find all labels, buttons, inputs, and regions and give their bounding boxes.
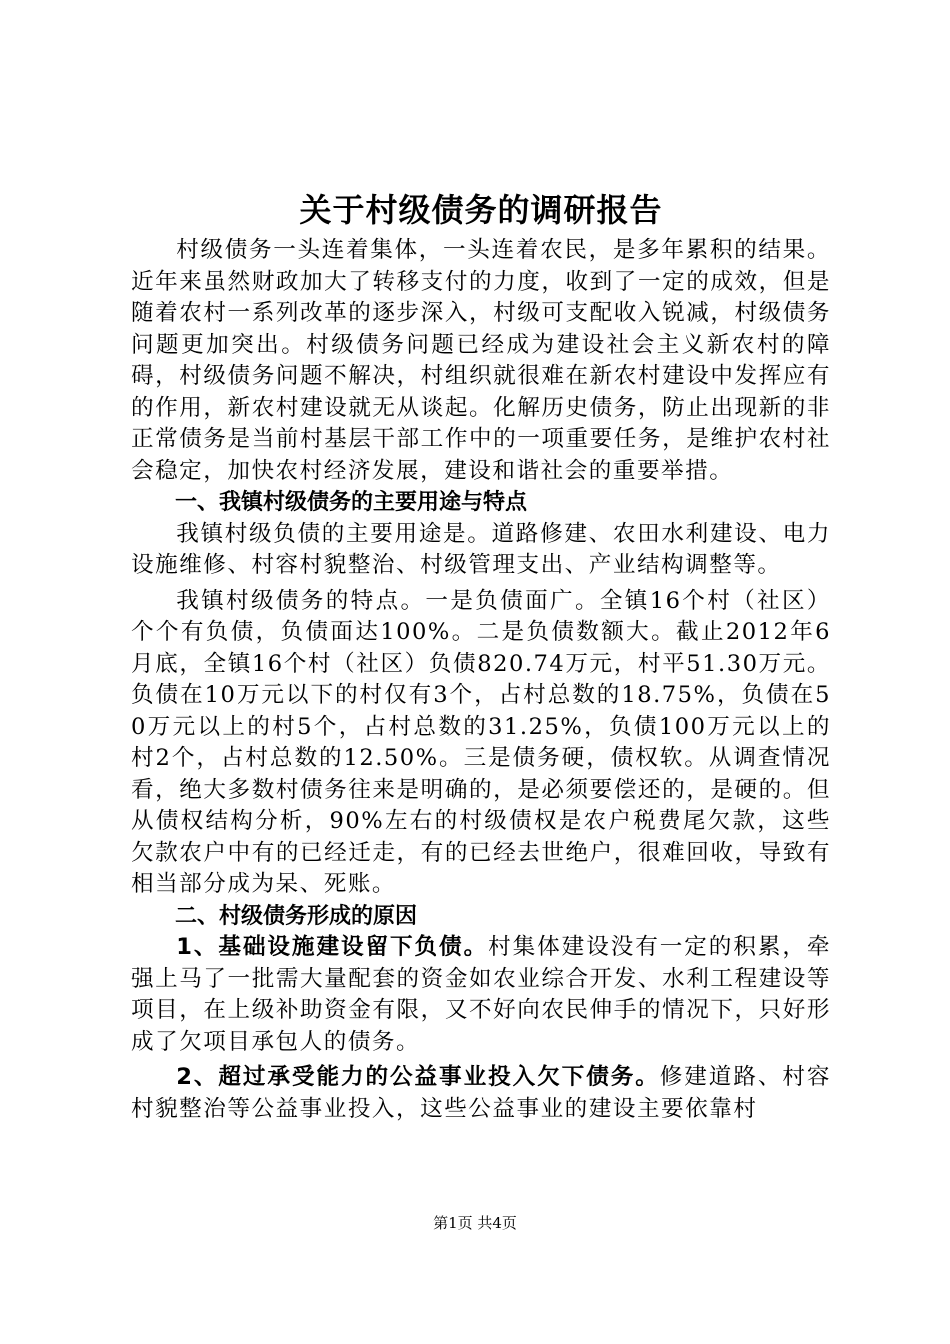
- section2-item-2: [131, 1062, 831, 1125]
- section-heading-1: 一、我镇村级债务的主要用途与特点: [175, 490, 528, 515]
- document-page: [131, 187, 831, 1125]
- section2-item-2-text: 修建道路、村容村貌整治等公益事业投入，这些公益事业的建设主要依靠村: [131, 1064, 831, 1122]
- section2-item-1: [131, 932, 831, 1058]
- section-heading-2: 二、村级债务形成的原因: [175, 903, 418, 929]
- intro-paragraph: 村级债务一头连着集体，一头连着农民，是多年累积的结果。近年来虽然财政加大了转移支付的力度，收到了一定的成效，但是随着农村一系列改革的逐步深入，村级可支配收入锐减，村级债务问题更加突出。村级债务问题已经成为建设社会主义新农村的障碍，村级债务问题不解决，村组织就很难在新农村建设中发挥应有的作用，新农村建设就无从谈起。化解历史债务，防止出现新的非正常债务是当前村基层干部工作中的一项重要任务，是维护农村社会稳定，加快农村经济发展，建设和谐社会的重要举措。: [131, 237, 831, 484]
- document-title: 关于村级债务的调研报告: [299, 191, 663, 229]
- section1-paragraph-2: 我镇村级债务的特点。一是负债面广。全镇16个村（社区）个个有负债，负债面达100%。二是负债数额大。截止2012年6月底，全镇16个村（社区）负债820.74万元，村平51.30万元。负债在10万元以下的村仅有3个，占村总数的18.75%，负债在50万元以上的村5个，占村总数的31.25%，负债100万元以上的村2个，占村总数的12.50%。三是债务硬，债权软。从调查情况看，绝大多数村债务往来是明确的，是必须要偿还的，是硬的。但从债权结构分析，90%左右的村级债权是农户税费尾欠款，这些欠款农户中有的已经迁走，有的已经去世绝户，很难回收，导致有相当部分成为呆、死账。: [131, 587, 831, 897]
- section1-paragraph-1: 我镇村级负债的主要用途是。道路修建、农田水利建设、电力设施维修、村容村貌整治、村级管理支出、产业结构调整等。: [131, 520, 831, 578]
- section2-item-2-lead: 2、超过承受能力的公益事业投入欠下债务。: [176, 1064, 660, 1090]
- section2-item-1-lead: 1、基础设施建设留下负债。: [176, 934, 489, 960]
- section2-item-1-text: 村集体建设没有一定的积累，牵强上马了一批需大量配套的资金如农业综合开发、水利工程建设等项目，在上级补助资金有限，又不好向农民伸手的情况下，只好形成了欠项目承包人的债务。: [131, 934, 831, 1055]
- page-footer: 第1页 共4页: [433, 1214, 517, 1232]
